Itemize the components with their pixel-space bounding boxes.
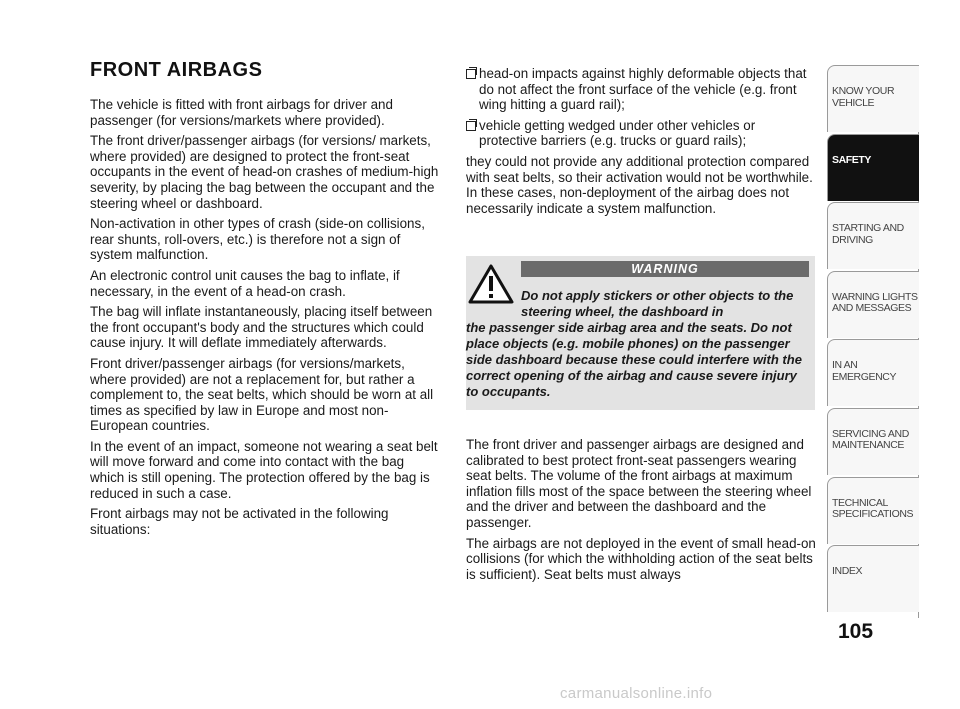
tab-servicing-and-maintenance[interactable]: SERVICING AND MAINTENANCE (827, 408, 919, 475)
list-item (466, 66, 816, 113)
paragraph: they could not provide any additional protection compared with seat belts, so their activation would not be worthwhile. In these cases, non-deployment of the airbag does not necessarily indicate a system malfunction. (466, 153, 813, 216)
left-column (90, 97, 442, 542)
list-item (466, 118, 816, 149)
paragraph: Front airbags may not be activated in the following situations: (90, 506, 389, 537)
warning-text (466, 288, 808, 400)
tab-know-your-vehicle[interactable]: KNOW YOUR VEHICLE (827, 65, 919, 132)
page-number: 105 (838, 620, 874, 643)
paragraph: Non-activation in other types of crash (side-on collisions, rear shunts, roll-overs, etc.) is therefore not a sign of system malfunction. (90, 216, 425, 263)
paragraph: Front driver/passenger airbags (for versions/markets, where provided) are not a replacement for, but rather a complement to, the seat belts, which should be worn at all times as specified by law in Europe and most non-European countries. (90, 355, 434, 434)
paragraph: The airbags are not deployed in the event of small head-on collisions (for which the withholding action of the seat belts is sufficient). Seat belts must always (466, 535, 816, 582)
warning-text-lead: Do not apply stickers or other objects to the steering wheel, the dashboard in (521, 288, 794, 319)
warning-text-rest: the passenger side airbag area and the seats. Do not place objects (e.g. mobile phones) on the passenger side dashboard because these could interfere with the correct opening of the airbag and cause severe injury to occupants. (466, 320, 802, 399)
section-tabs (827, 65, 919, 614)
paragraph: The vehicle is fitted with front airbags for driver and passenger (for versions/markets where provided). (90, 97, 393, 128)
warning-box (466, 256, 815, 410)
tab-warning-lights-and-messages[interactable]: WARNING LIGHTS AND MESSAGES (827, 271, 919, 338)
tab-index[interactable]: INDEX (827, 545, 919, 612)
checkbox-bullet-icon (466, 121, 476, 131)
paragraph: The bag will inflate instantaneously, placing itself between the front occupant's body and the structures which could cause injury. It will deflate immediately afterwards. (90, 304, 433, 351)
warning-label: WARNING (521, 261, 809, 277)
tab-safety[interactable]: SAFETY (827, 134, 919, 201)
paragraph: The front driver and passenger airbags are designed and calibrated to best protect front-seat passengers wearing seat belts. The volume of the front airbags at maximum inflation fills most of the space between the steering wheel and the driver and between the dashboard and the passenger. (466, 437, 812, 530)
paragraph: The front driver/passenger airbags (for versions/ markets, where provided) are designed to protect the front-seat occupants in the event of head-on crashes of medium-high severity, by placing the bag between the occupant and the steering wheel or dashboard. (90, 133, 439, 211)
list-item-text: vehicle getting wedged under other vehicles or protective barriers (e.g. trucks or guard rails); (479, 117, 756, 149)
tab-in-an-emergency[interactable]: IN AN EMERGENCY (827, 339, 919, 406)
paragraph: An electronic control unit causes the bag to inflate, if necessary, in the event of a head-on crash. (90, 267, 400, 299)
section-title: FRONT AIRBAGS (90, 59, 263, 81)
checkbox-bullet-icon (466, 69, 476, 79)
tab-starting-and-driving[interactable]: STARTING AND DRIVING (827, 202, 919, 269)
right-column-bottom (466, 437, 818, 587)
tab-technical-specifications[interactable]: TECHNICAL SPECIFICATIONS (827, 477, 919, 544)
watermark: carmanualsonline.info (560, 685, 713, 702)
right-column-top (466, 66, 816, 221)
list-item-text: head-on impacts against highly deformable objects that do not affect the front surface of the vehicle (e.g. front wing hitting a guard rail); (479, 66, 807, 113)
paragraph: In the event of an impact, someone not wearing a seat belt will move forward and come into contact with the bag which is still opening. The protection offered by the bag is reduced in such a case. (90, 438, 438, 501)
